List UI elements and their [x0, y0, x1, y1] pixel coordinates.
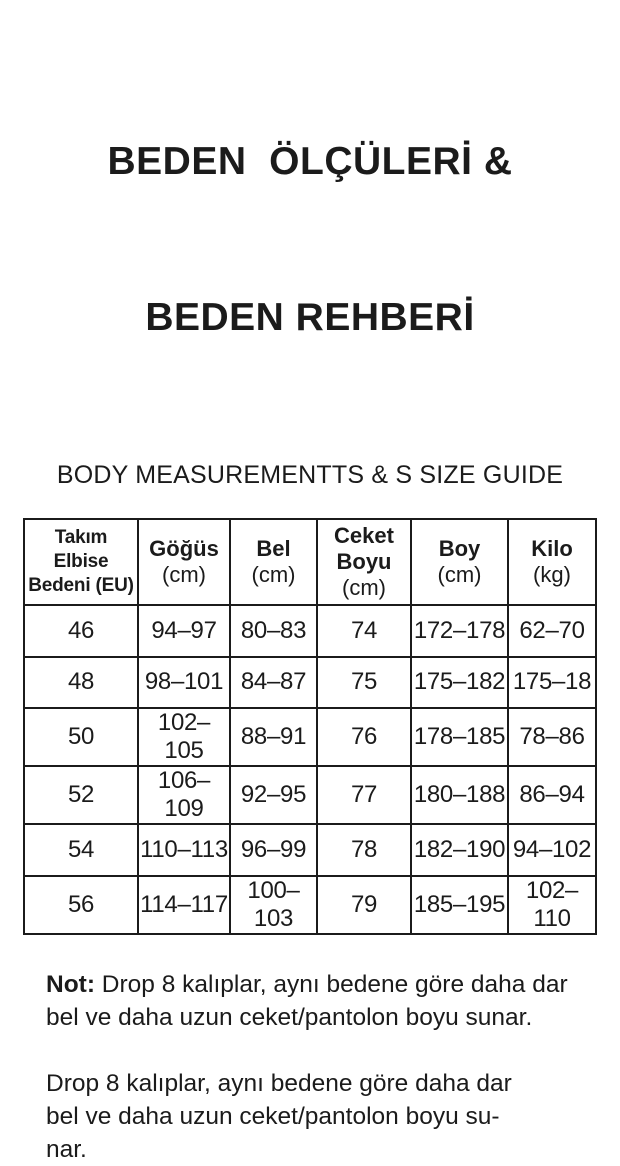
table-header-row [24, 519, 596, 605]
note-2 [46, 1067, 576, 1166]
table-cell: 110–113 [138, 824, 230, 876]
table-cell: 75 [317, 657, 411, 709]
table-cell: 92–95 [230, 766, 317, 824]
table-cell: 62–70 [508, 605, 596, 657]
note-2-line-1: Drop 8 kalıplar, aynı bedene göre daha dar [46, 1069, 512, 1097]
note-1 [46, 968, 576, 1034]
table-cell: 80–83 [230, 605, 317, 657]
table-row [24, 657, 596, 709]
column-header-jacket-length: Ceket Boyu (cm) [317, 519, 411, 605]
notes-section [46, 968, 576, 1166]
table-cell: 54 [24, 824, 138, 876]
table-cell: 78–86 [508, 708, 596, 766]
table-cell: 79 [317, 876, 411, 934]
column-header-chest: Göğüs (cm) [138, 519, 230, 605]
table-cell: 172–178 [411, 605, 508, 657]
table-cell: 77 [317, 766, 411, 824]
page-subtitle: BODY MEASUREMENTTS & S SIZE GUIDE [56, 461, 564, 489]
size-guide-page [0, 32, 620, 1163]
column-header-weight: Kilo (kg) [508, 519, 596, 605]
note-2-line-2: bel ve daha uzun ceket/pantolon boyu su- [46, 1102, 500, 1130]
note-1-line-1: Not: Drop 8 kalıplar, aynı bedene göre daha dar [46, 970, 568, 998]
table-row [24, 824, 596, 876]
page-title [8, 32, 612, 448]
column-header-height: Boy (cm) [411, 519, 508, 605]
note-2-line-3: nar. [46, 1135, 87, 1163]
table-cell: 96–99 [230, 824, 317, 876]
table-row [24, 766, 596, 824]
table-cell: 50 [24, 708, 138, 766]
table-cell: 180–188 [411, 766, 508, 824]
table-cell: 114–117 [138, 876, 230, 934]
note-label: Not: [46, 970, 95, 998]
page-title-line1: BEDEN ÖLÇÜLERİ & [107, 140, 513, 183]
size-table [23, 518, 597, 935]
table-cell: 175–182 [411, 657, 508, 709]
column-header-size: Takım Elbise Bedeni (EU) [24, 519, 138, 605]
table-cell: 48 [24, 657, 138, 709]
table-cell: 84–87 [230, 657, 317, 709]
table-row [24, 605, 596, 657]
note-1-line-2: bel ve daha uzun ceket/pantolon boyu sunar. [46, 1003, 533, 1031]
table-cell: 185–195 [411, 876, 508, 934]
table-cell: 46 [24, 605, 138, 657]
column-header-waist: Bel (cm) [230, 519, 317, 605]
table-cell: 175–18 [508, 657, 596, 709]
table-cell: 88–91 [230, 708, 317, 766]
table-cell: 78 [317, 824, 411, 876]
table-row [24, 708, 596, 766]
table-cell: 94–97 [138, 605, 230, 657]
table-row [24, 876, 596, 934]
table-cell: 106–109 [138, 766, 230, 824]
table-cell: 100–103 [230, 876, 317, 934]
table-cell: 102–110 [508, 876, 596, 934]
table-cell: 52 [24, 766, 138, 824]
table-cell: 86–94 [508, 766, 596, 824]
table-cell: 74 [317, 605, 411, 657]
table-cell: 56 [24, 876, 138, 934]
table-cell: 102–105 [138, 708, 230, 766]
table-cell: 182–190 [411, 824, 508, 876]
table-cell: 94–102 [508, 824, 596, 876]
page-title-line2: BEDEN REHBERİ [145, 296, 475, 339]
table-cell: 178–185 [411, 708, 508, 766]
table-cell: 98–101 [138, 657, 230, 709]
table-cell: 76 [317, 708, 411, 766]
